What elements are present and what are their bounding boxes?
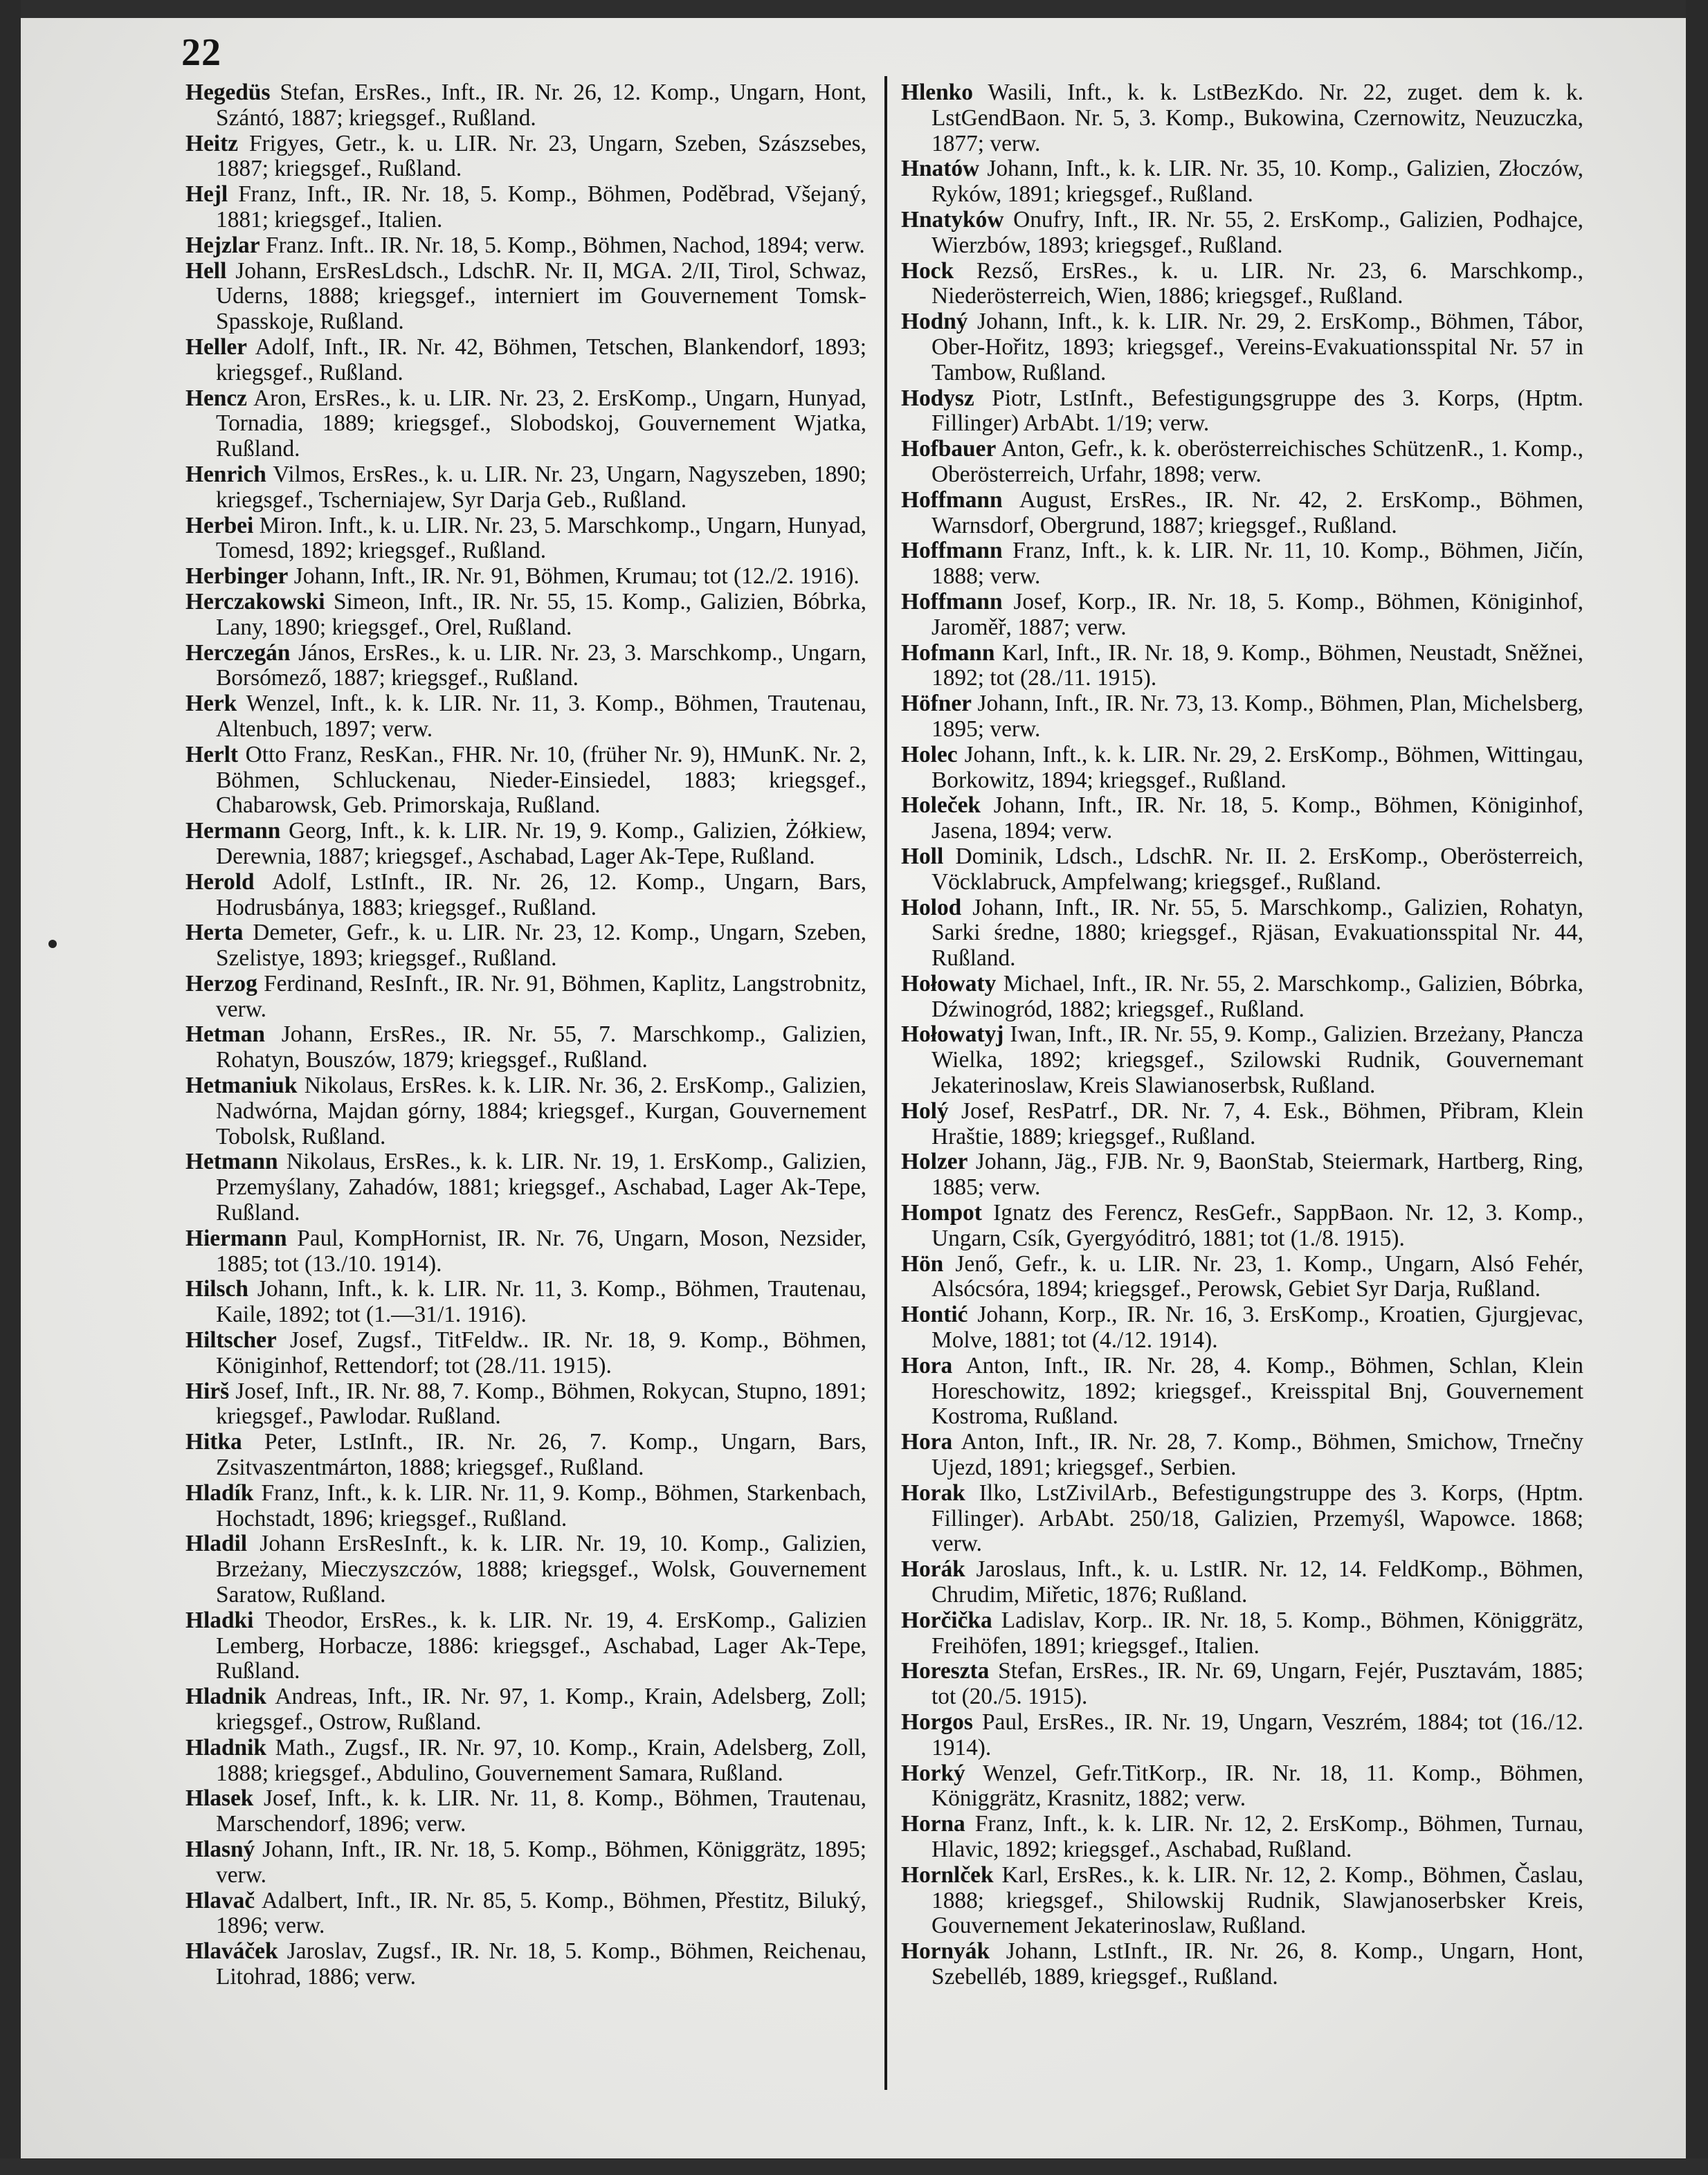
list-item [185,1608,866,1684]
list-item [901,1608,1583,1659]
entry-details: Karl, ErsRes., k. k. LIR. Nr. 12, 2. Komp., Böhmen, Časlau, 1888; kriegsgef., Shilowskij Rudnik, Slawjanoserbsker Kreis, Gouvernement Jekaterinoslaw, Rußland. [932,1862,1583,1939]
entry-surname: Hoffmann [901,486,1003,513]
entry-surname: Hofbauer [901,436,997,462]
list-item [901,1430,1583,1481]
entry-surname: Horký [901,1760,965,1786]
list-item [185,131,866,183]
entry-details: Aron, ErsRes., k. u. LIR. Nr. 23, 2. ErsKomp., Ungarn, Hunyad, Tornadia, 1889; kriegsgef., Slobodskoj, Gouvernement Wjatka, Rußland. [216,385,866,462]
entry-surname: Hornyák [901,1938,990,1965]
entry-surname: Horák [901,1556,965,1583]
entry-details: Anton, Inft., IR. Nr. 28, 7. Komp., Böhmen, Smichow, Trnečny Ujezd, 1891; kriegsgef., Serbien. [932,1429,1583,1481]
entry-surname: Hladnik [185,1734,266,1760]
entry-details: Wasili, Inft., k. k. LstBezKdo. Nr. 22, zuget. dem k. k. LstGendBaon. Nr. 5, 3. Komp., Bukowina, Czernowitz, Neuzuczka, 1877; verw. [932,80,1583,156]
entry-surname: Hlavač [185,1887,255,1913]
entry-surname: Herzog [185,970,257,997]
entry-surname: Hitka [185,1429,242,1455]
entry-surname: Heller [185,334,247,360]
entry-details: Johann, Inft., IR. Nr. 18, 5. Komp., Böhmen, Königgrätz, 1895; verw. [216,1836,866,1888]
entry-surname: Hell [185,257,227,284]
list-item [185,462,866,513]
entry-details: Rezső, ErsRes., k. u. LIR. Nr. 23, 6. Marschkomp., Niederösterreich, Wien, 1886; kriegsgef., Rußland. [932,257,1583,309]
list-item [901,691,1583,743]
entry-surname: Hlasný [185,1836,255,1862]
entry-details: Miron. Inft., k. u. LIR. Nr. 23, 5. Marschkomp., Ungarn, Hunyad, Tomesd, 1892; kriegsgef., Rußland. [216,512,866,564]
scan-border-top [0,0,1708,18]
entry-surname: Heitz [185,130,239,156]
entry-details: Johann ErsResInft., k. k. LIR. Nr. 19, 10. Komp., Galizien, Brzeżany, Mieczyszczów, 1888; kriegsgef., Wolsk, Gouvernement Saratow, Rußland. [216,1531,866,1608]
list-item [185,1379,866,1430]
entry-details: Paul, KompHornist, IR. Nr. 76, Ungarn, Moson, Nezsider, 1885; tot (13./10. 1914). [216,1225,866,1277]
list-item [901,1557,1583,1608]
list-item [901,793,1583,844]
list-item [185,1736,866,1787]
entry-surname: Hetmaniuk [185,1073,298,1099]
entry-surname: Henrich [185,461,266,487]
list-item [901,80,1583,156]
entry-details: Ladislav, Korp.. IR. Nr. 18, 5. Komp., Böhmen, Königgrätz, Freihöfen, 1891; kriegsgef., Italien. [932,1607,1583,1659]
list-item [901,1812,1583,1863]
list-item [185,1481,866,1532]
entry-details: Otto Franz, ResKan., FHR. Nr. 10, (früher Nr. 9), HMunK. Nr. 2, Böhmen, Schluckenau, Nieder-Einsiedel, 1883; kriegsgef., Chabarowsk, Geb. Primorskaja, Rußland. [216,741,866,819]
entry-details: Johann, Jäg., FJB. Nr. 9, BaonStab, Steiermark, Hartberg, Ring, 1885; verw. [932,1149,1583,1201]
list-item [185,182,866,233]
list-item [185,641,866,692]
entry-surname: Hermann [185,818,281,844]
entry-surname: Hladnik [185,1684,266,1710]
list-item [901,1201,1583,1252]
entry-details: Johann, Inft., k. k. LIR. Nr. 11, 3. Komp., Böhmen, Trautenau, Kaile, 1892; tot (1.—31/1. 1916). [216,1276,866,1328]
entry-surname: Hodysz [901,385,974,411]
entry-surname: Horak [901,1480,965,1506]
list-item [901,972,1583,1023]
entry-details: Wenzel, Gefr.TitKorp., IR. Nr. 18, 11. Komp., Böhmen, Königgrätz, Krasnitz, 1882; verw. [932,1760,1583,1812]
list-item [901,641,1583,692]
list-item [185,870,866,921]
entry-surname: Horna [901,1811,965,1837]
entry-surname: Hora [901,1352,953,1378]
entry-details: Johann, Inft., IR. Nr. 91, Böhmen, Krumau; tot (12./2. 1916). [288,563,860,590]
list-item [901,386,1583,437]
list-item [901,437,1583,488]
entry-details: Adalbert, Inft., IR. Nr. 85, 5. Komp., Böhmen, Přestitz, Biluký, 1896; verw. [216,1887,866,1939]
entry-details: Dominik, Ldsch., LdschR. Nr. II. 2. ErsKomp., Oberösterreich, Vöcklabruck, Ampfelwang; kriegsgef., Rußland. [932,843,1583,895]
list-item [185,691,866,743]
list-item [185,1022,866,1073]
list-item [185,1149,866,1226]
entry-details: Jaroslaus, Inft., k. u. LstIR. Nr. 12, 14. FeldKomp., Böhmen, Chrudim, Miřetic, 1876; Rußland. [932,1556,1583,1608]
entry-surname: Holeček [901,792,981,819]
entry-details: Andreas, Inft., IR. Nr. 97, 1. Komp., Krain, Adelsberg, Zoll; kriegsgef., Ostrow, Rußland. [216,1684,866,1735]
list-item [901,1710,1583,1761]
list-item [185,564,866,590]
entry-surname: Hejl [185,181,228,208]
list-item [185,233,866,259]
entry-surname: Holl [901,843,944,869]
entry-surname: Hodný [901,309,968,335]
entry-surname: Horčička [901,1607,992,1633]
entry-details: Johann, Inft., IR. Nr. 18, 5. Komp., Böhmen, Königinhof, Jasena, 1894; verw. [932,792,1583,844]
entry-details: Franz, Inft., k. k. LIR. Nr. 12, 2. ErsKomp., Böhmen, Turnau, Hlavic, 1892; kriegsgef., Aschabad, Rußland. [932,1811,1583,1862]
entry-surname: Hofmann [901,639,995,666]
entry-details: Josef, Inft., IR. Nr. 88, 7. Komp., Böhmen, Rokycan, Stupno, 1891; kriegsgef., Pawlodar. Rußland. [216,1378,866,1430]
list-item [901,1022,1583,1098]
entry-details: Peter, LstInft., IR. Nr. 26, 7. Komp., Ungarn, Bars, Zsitvaszentmárton, 1888; kriegsgef., Rußland. [216,1429,866,1481]
entry-details: Franz, Inft., IR. Nr. 18, 5. Komp., Böhmen, Poděbrad, Všejaný, 1881; kriegsgef., Italien. [216,181,866,233]
scan-speck [48,940,57,948]
right-column [901,80,1583,1990]
entry-details: Johann, Inft., k. k. LIR. Nr. 29, 2. ErsKomp., Böhmen, Tábor, Ober-Hořitz, 1893; kriegsgef., Vereins-Evakuationsspital Nr. 57 in Tambow, Rußland. [932,309,1583,385]
list-item [185,972,866,1023]
entry-details: Jaroslav, Zugsf., IR. Nr. 18, 5. Komp., Böhmen, Reichenau, Litohrad, 1886; verw. [216,1938,866,1990]
entry-surname: Hetmann [185,1149,278,1175]
list-item [185,513,866,565]
list-item [185,259,866,335]
entry-details: Johann, Inft., IR. Nr. 55, 5. Marschkomp., Galizien, Rohatyn, Sarki średne, 1880; kriegsgef., Rjäsan, Evakuationsspital Nr. 44, Rußland. [932,894,1583,972]
left-column [185,80,866,1990]
list-item [901,309,1583,385]
entry-surname: Holod [901,894,962,920]
list-item [901,1099,1583,1150]
entry-surname: Holec [901,741,958,767]
entry-details: Johann, LstInft., IR. Nr. 26, 8. Komp., Ungarn, Hont, Szebelléb, 1889, kriegsgef., Rußland. [932,1938,1583,1990]
entry-details: Karl, Inft., IR. Nr. 18, 9. Komp., Böhmen, Neustadt, Sněžnei, 1892; tot (28./11. 1915). [932,639,1583,691]
entry-details: Adolf, LstInft., IR. Nr. 26, 12. Komp., Ungarn, Bars, Hodrusbánya, 1883; kriegsgef., Rußland. [216,868,866,920]
list-item [185,1226,866,1277]
entry-surname: Hetman [185,1021,265,1048]
entry-details: Paul, ErsRes., IR. Nr. 19, Ungarn, Veszrém, 1884; tot (16./12. 1914). [932,1709,1583,1760]
entry-surname: Hock [901,257,954,284]
entry-details: August, ErsRes., IR. Nr. 42, 2. ErsKomp., Böhmen, Warnsdorf, Obergrund, 1887; kriegsgef., Rußland. [932,486,1583,538]
entry-details: Onufry, Inft., IR. Nr. 55, 2. ErsKomp., Galizien, Podhajce, Wierzbów, 1893; kriegsgef., Rußland. [932,206,1583,258]
entry-surname: Hołowatyj [901,1021,1004,1048]
list-item [901,488,1583,539]
list-item [185,1786,866,1837]
entry-surname: Herbinger [185,563,289,590]
list-item [185,1889,866,1940]
list-item [901,1252,1583,1303]
entry-surname: Hilsch [185,1276,248,1302]
entry-surname: Hladík [185,1480,254,1506]
entry-details: Josef, ResPatrf., DR. Nr. 7, 4. Esk., Böhmen, Přibram, Klein Hraštie, 1889; kriegsgef., Rußland. [932,1098,1583,1149]
entry-details: Ignatz des Ferencz, ResGefr., SappBaon. Nr. 12, 3. Komp., Ungarn, Csík, Gyergyóditró, 1881; tot (1./8. 1915). [932,1200,1583,1251]
entry-details: Johann, Inft., k. k. LIR. Nr. 29, 2. ErsKomp., Böhmen, Wittingau, Borkowitz, 1894; kriegsgef., Rußland. [932,741,1583,793]
entry-details: Iwan, Inft., IR. Nr. 55, 9. Komp., Galizien. Brzeżany, Płancza Wielka, 1892; kriegsgef., Szilowski Rudnik, Gouvernemant Jekaterinoslaw, Kreis Slawianoserbsk, Rußland. [932,1021,1583,1099]
entry-surname: Holzer [901,1149,968,1175]
entry-details: Frigyes, Getr., k. u. LIR. Nr. 23, Ungarn, Szeben, Szászsebes, 1887; kriegsgef., Rußland. [216,130,866,182]
list-item [185,1277,866,1328]
list-item [185,335,866,386]
entry-surname: Hompot [901,1200,982,1226]
entry-surname: Hladki [185,1607,254,1633]
entry-surname: Herlt [185,741,239,767]
entry-details: Nikolaus, ErsRes., k. k. LIR. Nr. 19, 1. ErsKomp., Galizien, Przemyślany, Zahadów, 1881; kriegsgef., Aschabad, Lager Ak-Tepe, Rußland. [216,1149,866,1226]
list-item [901,1481,1583,1557]
entry-details: Ilko, LstZivilArb., Befestigungstruppe des 3. Korps, (Hptm. Fillinger). ArbAbt. 250/18, Galizien, Przemyśl, Wapowce. 1868; verw. [932,1480,1583,1557]
entry-details: Stefan, ErsRes., Inft., IR. Nr. 26, 12. Komp., Ungarn, Hont, Szántó, 1887; kriegsgef., Rußland. [216,80,866,131]
list-item [185,1684,866,1736]
entry-details: Demeter, Gefr., k. u. LIR. Nr. 23, 12. Komp., Ungarn, Szeben, Szelistye, 1893; kriegsgef., Rußland. [216,920,866,972]
entry-details: Wenzel, Inft., k. k. LIR. Nr. 11, 3. Komp., Böhmen, Trautenau, Altenbuch, 1897; verw. [216,691,866,742]
list-item [901,1354,1583,1430]
entry-surname: Hoffmann [901,588,1003,615]
entry-details: Anton, Inft., IR. Nr. 28, 4. Komp., Böhmen, Schlan, Klein Horeschowitz, 1892; kriegsgef., Kreisspital Bnj, Gouvernement Kostroma, Rußland. [932,1352,1583,1430]
entry-details: Johann, Inft., k. k. LIR. Nr. 35, 10. Komp., Galizien, Złoczów, Ryków, 1891; kriegsgef., Rußland. [932,156,1583,208]
list-item [185,386,866,462]
list-item [185,590,866,641]
entry-surname: Hencz [185,385,248,411]
scan-border-bottom [0,2158,1708,2175]
entry-surname: Hejzlar [185,232,260,258]
entry-surname: Horeszta [901,1658,990,1684]
column-divider [884,76,887,2090]
entry-surname: Herczegán [185,639,291,666]
entry-surname: Hirš [185,1378,230,1404]
entry-details: Stefan, ErsRes., IR. Nr. 69, Ungarn, Fejér, Pusztavám, 1885; tot (20./5. 1915). [932,1658,1583,1710]
entry-details: Franz, Inft., k. k. LIR. Nr. 11, 9. Komp., Böhmen, Starkenbach, Hochstadt, 1896; kriegsgef., Rußland. [216,1480,866,1531]
list-item [185,80,866,131]
list-item [901,844,1583,895]
list-item [901,208,1583,259]
entry-surname: Hora [901,1429,953,1455]
page-number: 22 [181,31,221,74]
entry-details: Michael, Inft., IR. Nr. 55, 2. Marschkomp., Galizien, Bóbrka, Dźwinogród, 1882; kriegsgef., Rußland. [932,970,1583,1022]
entry-surname: Hlasek [185,1785,254,1812]
entry-surname: Hontić [901,1302,968,1328]
entry-surname: Hiermann [185,1225,287,1251]
entry-surname: Holý [901,1098,949,1124]
entry-surname: Herk [185,691,237,717]
list-item [901,895,1583,972]
list-item [901,1863,1583,1939]
entry-surname: Hlaváček [185,1938,278,1965]
entry-details: Johann, Korp., IR. Nr. 16, 3. ErsKomp., Kroatien, Gjurgjevac, Molve, 1881; tot (4./12. 1914). [932,1302,1583,1354]
entry-surname: Hnatyków [901,206,1004,233]
list-item [185,819,866,870]
list-item [901,743,1583,794]
entry-details: Jenő, Gefr., k. u. LIR. Nr. 23, 1. Komp., Ungarn, Alsó Fehér, Alsócsóra, 1894; kriegsgef., Perowsk, Gebiet Syr Darja, Rußland. [932,1250,1583,1302]
entry-surname: Hegedüs [185,80,271,105]
entry-surname: Hiltscher [185,1327,277,1354]
entry-details: Josef, Inft., k. k. LIR. Nr. 11, 8. Komp., Böhmen, Trautenau, Marschendorf, 1896; verw. [216,1785,866,1837]
entry-surname: Hladil [185,1531,248,1557]
entry-details: Johann, ErsRes., IR. Nr. 55, 7. Marschkomp., Galizien, Rohatyn, Bouszów, 1879; kriegsgef., Rußland. [216,1021,866,1073]
entry-surname: Höfner [901,691,972,717]
list-item [901,259,1583,310]
list-item [901,1302,1583,1354]
entry-details: Josef, Korp., IR. Nr. 18, 5. Komp., Böhmen, Königinhof, Jaroměř, 1887; verw. [932,588,1583,640]
entry-details: Anton, Gefr., k. k. oberösterreichisches SchützenR., 1. Komp., Oberösterreich, Urfahr, 1898; verw. [932,436,1583,487]
list-item [901,1149,1583,1201]
entry-details: Theodor, ErsRes., k. k. LIR. Nr. 19, 4. ErsKomp., Galizien Lemberg, Horbacze, 1886: kriegsgef., Aschabad, Lager Ak-Tepe, Rußland. [216,1607,866,1684]
entry-details: Johann, ErsResLdsch., LdschR. Nr. II, MGA. 2/II, Tirol, Schwaz, Uderns, 1888; kriegsgef., interniert im Gouvernement Tomsk-Spasskoje, Rußland. [216,257,866,335]
entry-surname: Hnatów [901,156,980,182]
list-item [185,1837,866,1889]
list-item [901,538,1583,590]
list-item [185,1073,866,1149]
entry-details: Adolf, Inft., IR. Nr. 42, Böhmen, Tetschen, Blankendorf, 1893; kriegsgef., Rußland. [216,334,866,385]
entry-details: Nikolaus, ErsRes. k. k. LIR. Nr. 36, 2. ErsKomp., Galizien, Nadwórna, Majdan górny, 1884; kriegsgef., Kurgan, Gouvernement Tobolsk, Rußland. [216,1073,866,1149]
entry-surname: Hołowaty [901,970,997,997]
entry-surname: Hlenko [901,80,973,105]
entry-details: Piotr, LstInft., Befestigungsgruppe des 3. Korps, (Hptm. Fillinger) ArbAbt. 1/19; verw. [932,385,1583,437]
list-item [185,1531,866,1608]
entry-surname: Hornlček [901,1862,994,1888]
entry-surname: Horgos [901,1709,973,1735]
entry-surname: Hön [901,1250,944,1277]
scan-border-left [0,0,21,2175]
list-item [185,743,866,819]
entry-details: Math., Zugsf., IR. Nr. 97, 10. Komp., Krain, Adelsberg, Zoll, 1888; kriegsgef., Abdulino, Gouvernement Samara, Rußland. [216,1734,866,1786]
list-item [185,920,866,972]
list-item [185,1430,866,1481]
list-item [901,156,1583,208]
entry-details: Josef, Zugsf., TitFeldw.. IR. Nr. 18, 9. Komp., Böhmen, Königinhof, Rettendorf; tot (28./11. 1915). [216,1327,866,1378]
list-item [901,1939,1583,1990]
entry-details: Simeon, Inft., IR. Nr. 55, 15. Komp., Galizien, Bóbrka, Lany, 1890; kriegsgef., Orel, Rußland. [216,588,866,640]
list-item [901,590,1583,641]
entry-surname: Herta [185,920,244,946]
entry-details: János, ErsRes., k. u. LIR. Nr. 23, 3. Marschkomp., Ungarn, Borsómező, 1887; kriegsgef., Rußland. [216,639,866,691]
entry-details: Franz, Inft., k. k. LIR. Nr. 11, 10. Komp., Böhmen, Jičín, 1888; verw. [932,538,1583,590]
scan-border-right [1686,0,1708,2175]
entry-details: Georg, Inft., k. k. LIR. Nr. 19, 9. Komp., Galizien, Żółkiew, Derewnia, 1887; kriegsgef., Aschabad, Lager Ak-Tepe, Rußland. [216,818,866,869]
list-item [901,1761,1583,1812]
entry-details: Johann, Inft., IR. Nr. 73, 13. Komp., Böhmen, Plan, Michelsberg, 1895; verw. [932,691,1583,742]
entry-details: Ferdinand, ResInft., IR. Nr. 91, Böhmen, Kaplitz, Langstrobnitz, verw. [216,970,866,1022]
entry-details: Vilmos, ErsRes., k. u. LIR. Nr. 23, Ungarn, Nagyszeben, 1890; kriegsgef., Tscherniajew, Syr Darja Geb., Rußland. [216,461,866,513]
entry-details: Franz. Inft.. IR. Nr. 18, 5. Komp., Böhmen, Nachod, 1894; verw. [260,232,865,258]
entry-surname: Hoffmann [901,538,1003,564]
list-item [901,1659,1583,1710]
entry-surname: Herbei [185,512,254,538]
entry-surname: Herczakowski [185,588,325,615]
entry-surname: Herold [185,868,255,895]
list-item [185,1328,866,1379]
list-item [185,1939,866,1990]
